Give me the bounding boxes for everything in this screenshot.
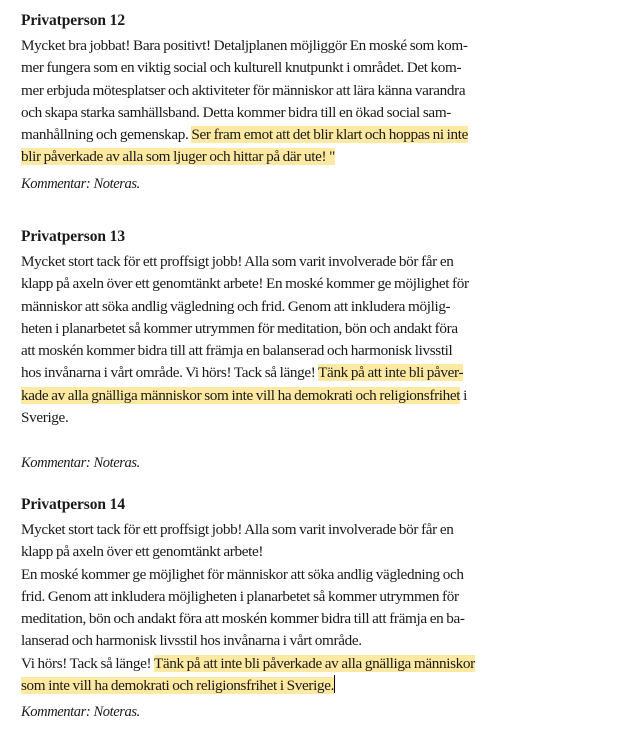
text-plain: mer erbjuda mötesplatser och aktiviteter för människor att lära känna varandra (21, 81, 466, 99)
text-line (21, 564, 596, 586)
highlighted-text[interactable]: Tänk på att inte bli påverkade av alla gnälliga människor (153, 654, 475, 672)
entry-title: Privatperson 13 (21, 228, 125, 245)
text-line (21, 385, 596, 407)
text-plain: En moské kommer ge möjlighet för människor att söka andlig vägledning och (21, 565, 464, 583)
entry-body (21, 251, 596, 429)
text-plain: klapp på axeln över ett genomtänkt arbete! En moské kommer ge möjlighet för (21, 275, 469, 293)
comment: Kommentar: Noteras. (21, 175, 140, 192)
highlighted-text[interactable]: Ser fram emot att det blir klart och hoppas ni inte (191, 126, 469, 144)
entry-body (21, 519, 596, 697)
entry-privatperson-13 (21, 227, 596, 473)
text-plain: Mycket stort tack för ett proffsigt jobb! Alla som varit involverade bör får en (21, 253, 454, 270)
entry-title: Privatperson 14 (21, 496, 125, 513)
text-line (21, 407, 596, 429)
text-plain: människor att söka andlig vägledning och frid. Genom att inkludera möjlig- (21, 297, 451, 315)
text-plain: Sverige. (21, 409, 69, 427)
text-plain: klapp på axeln över ett genomtänkt arbete! (21, 543, 264, 561)
text-line (21, 675, 596, 697)
text-plain: heten i planarbetet så kommer utrymmen för meditation, bön och andakt föra (21, 319, 458, 337)
text-line (21, 653, 596, 675)
text-line (21, 146, 596, 168)
text-plain: meditation, bön och andakt föra att moskén kommer bidra till att främja en ba- (21, 610, 465, 628)
text-line (21, 340, 596, 362)
entry-privatperson-14 (21, 495, 596, 722)
text-cursor (334, 675, 335, 693)
text-plain: hos invånarna i vårt område. Vi hörs! Tack så länge! (21, 364, 319, 382)
text-line (21, 57, 596, 79)
text-line (21, 318, 596, 340)
text-line (21, 35, 596, 57)
highlighted-text[interactable]: Tänk på att inte bli påver- (318, 364, 464, 382)
text-line (21, 296, 596, 318)
text-line (21, 586, 596, 608)
highlighted-text[interactable]: som inte vill ha demokrati och religionsfrihet i Sverige. (21, 677, 335, 695)
entry-title: Privatperson 12 (21, 12, 125, 29)
text-line (21, 519, 596, 541)
text-line (21, 541, 596, 563)
text-plain: Vi hörs! Tack så länge! (21, 654, 154, 672)
text-line (21, 251, 596, 273)
text-plain: i (460, 386, 467, 404)
text-plain: manhållning och gemenskap. (21, 126, 192, 144)
text-plain: frid. Genom att inkludera möjligheten i planarbetet så kommer utrymmen för (21, 587, 459, 605)
comment: Kommentar: Noteras. (21, 704, 140, 721)
text-plain: att moskén kommer bidra till att främja en balanserad och harmonisk livsstil (21, 342, 453, 360)
text-plain: Mycket stort tack för ett proffsigt jobb! Alla som varit involverade bör får en (21, 521, 454, 538)
text-line (21, 608, 596, 630)
text-line (21, 362, 596, 384)
entry-privatperson-12 (21, 11, 596, 194)
text-plain: mer fungera som en viktig social och kulturell knutpunkt i området. Det kom- (21, 59, 462, 77)
comment: Kommentar: Noteras. (21, 455, 140, 472)
text-line (21, 630, 596, 652)
text-line (21, 124, 596, 146)
entry-body (21, 35, 596, 169)
text-plain: och skapa starka samhällsband. Detta kommer bidra till en ökad social sam- (21, 103, 451, 121)
text-line (21, 80, 596, 102)
text-line (21, 102, 596, 124)
text-plain: lanserad och harmonisk livsstil hos invånarna i vårt område. (21, 632, 362, 650)
highlighted-text[interactable]: blir påverkade av alla som ljuger och hittar på där ute! " (21, 148, 335, 166)
highlighted-text[interactable]: kade av alla gnälliga människor som inte vill ha demokrati och religionsfrihet (21, 386, 461, 404)
text-plain: Mycket bra jobbat! Bara positivt! Detaljplanen möjliggör En moské som kom- (21, 37, 468, 54)
text-line (21, 273, 596, 295)
